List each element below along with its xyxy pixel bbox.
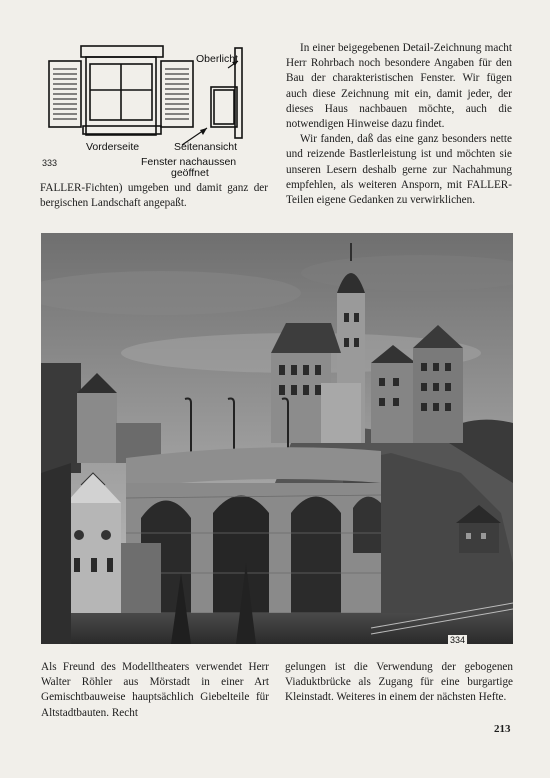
page-number: 213 <box>494 723 511 735</box>
figure-number-334: 334 <box>449 635 465 644</box>
label-oberlicht: Oberlicht <box>196 53 239 65</box>
paragraph: FALLER-Fichten) umgeben und damit ganz der bergischen Landschaft angepaßt. <box>40 182 268 210</box>
figure-333-window-drawing <box>40 40 268 180</box>
figure-number-333: 333 <box>42 158 58 168</box>
article-text-left-top <box>40 181 268 211</box>
paragraph: Als Freund des Modelltheaters verwendet Herr Walter Röhler aus Mörstadt in einer Art Gemischtbauweise hauptsächlich Giebelteile für Altstadtbauten. Recht <box>41 661 269 719</box>
window-lintel <box>81 46 163 57</box>
article-text-right-top <box>286 41 512 208</box>
side-view-window <box>211 87 237 127</box>
paragraph: Wir fanden, daß das eine ganz besonders nette und reizende Bastlerleistung ist und möchten sie unseren Lesern deshalb gerne zur Nachahmung empfehlen, als weiteren Ansporn, mit FALLER-Teilen eigene Gedanken zu verwirklichen. <box>286 133 512 207</box>
model-town-viaduct-photo <box>41 233 513 644</box>
paragraph: gelungen ist die Verwendung der gebogenen Viaduktbrücke als Zugang für eine burgartige Kleinstadt. Weiteres in einem der nächsten Hefte. <box>285 661 513 704</box>
label-vorderseite: Vorderseite <box>86 141 140 153</box>
label-fenster-line2: geöffnet <box>171 167 209 179</box>
label-seitenansicht: Seitenansicht <box>174 141 238 153</box>
article-text-right-bottom <box>285 660 513 706</box>
article-text-left-bottom <box>41 660 269 721</box>
paragraph: In einer beigegebenen Detail-Zeichnung macht Herr Rohrbach noch besondere Angaben für den Bau der charakteristischen Fenster. Wir fügen auch diese Zeichnung mit ein, damit jeder, der dieses Haus nachbauen möchte, auch die notwendigen Hinweise dazu findet. <box>286 42 512 131</box>
figure-334-photo <box>41 233 513 644</box>
label-fenster-line1: Fenster nachaussen <box>141 156 237 168</box>
